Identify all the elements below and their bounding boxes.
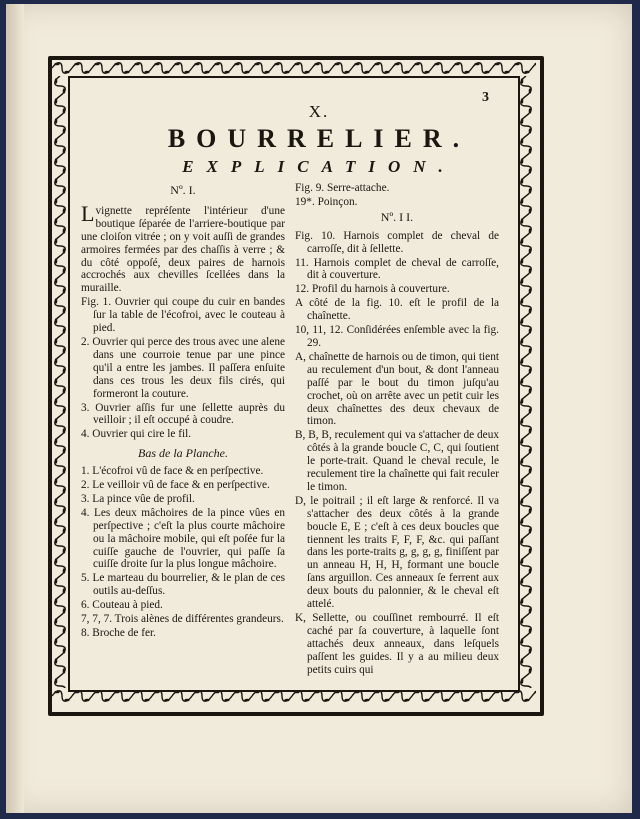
section-heading-bottom: Bas de la Planche.	[138, 446, 228, 461]
list-item: 5. Le marteau du bourrelier, & le plan de ces outils au-deſſus.	[81, 572, 285, 598]
section-heading-2: Nº. I I.	[380, 209, 414, 224]
list-item: A, chaînette de harnois ou de timon, qui tient au reculement d'un bout, & dont l'anneau paſſé par le bout du timon juſqu'au crochet, où on arrête avec un petit cuir les deux chaînettes des deux chevaux de timon.	[295, 350, 499, 428]
figure-list-2	[295, 230, 499, 677]
list-item: B, B, B, reculement qui va s'attacher de deux côtés à la grande boucle C, C, qui ſoutient le porte-trait. Quand le cheval recule, le reculement tire la chaînette qui fait reculer le timon.	[295, 429, 499, 493]
drop-cap: L	[81, 200, 95, 226]
vine-ornament-top	[52, 60, 536, 76]
list-item: 10, 11, 12. Conſidérées enſemble avec la fig. 29.	[295, 324, 499, 349]
intro-paragraph	[81, 200, 285, 295]
left-column	[81, 182, 285, 641]
list-item: 3. Ouvrier aſſis fur une ſellette auprès du veilloir ; il eſt occupé à coudre.	[81, 401, 285, 427]
list-item: Fig. 9. Serre-attache.	[295, 182, 390, 194]
list-item: 7, 7, 7. Trois alènes de différentes grandeurs.	[81, 613, 284, 626]
list-item: 2. Ouvrier qui perce des trous avec une alene dans une courroie tenue par une pince qu'il a entre les jambes. Il paſſera enſuite dans ces trous les deux fils cirés, qui formeront la couture.	[81, 335, 285, 400]
list-item: 4. Ouvrier qui cire le fil.	[81, 428, 192, 441]
top-figure-list	[295, 182, 499, 209]
list-item: 8. Broche de fer.	[81, 627, 156, 639]
bottom-figure-list	[81, 465, 285, 640]
right-column	[295, 182, 499, 678]
page-number: 3	[482, 90, 489, 105]
list-item: Fig. 10. Harnois complet de cheval de carroſſe, dit à ſellette.	[295, 229, 499, 255]
intro-text: vignette repréſente l'intérieur d'une boutique ſéparée de l'arriere-boutique par une cloiſon vitrée ; on y voit auſſi de grandes armoires fermées par des chaſſis à verre ; & du côté oppoſé, deux paires de harnois accrochés aux chevilles ſcellées dans la muraille.	[81, 204, 285, 295]
book-page	[6, 4, 632, 813]
page-title: BOURRELIER.	[167, 124, 471, 153]
list-item: A côté de la fig. 10. eſt le profil de la chaînette.	[295, 297, 499, 323]
list-item: K, Sellette, ou couſſinet rembourré. Il eſt caché par ſa couverture, à laquelle ſont attachés deux anneaux, dans leſquels paſſent les guides. Il y a au milieu deux petits cuirs qui	[295, 612, 499, 676]
list-item: 4. Les deux mâchoires de la pince vûes en perſpective ; c'eſt la plus courte mâchoire ou la mâchoire mobile, qui eſt poſée fur la cuiſſe gauche de l'ouvrier, qui paſſe ſa cuiſſe droite ſur la plus longue mâchoire.	[81, 506, 285, 571]
list-item: 19*. Poinçon.	[295, 195, 358, 208]
list-item: 11. Harnois complet de cheval de carroſſe, dit à couverture.	[295, 256, 499, 282]
list-item: 1. L'écofroi vû de face & en perſpective.	[81, 465, 264, 478]
list-item: 3. La pince vûe de profil.	[81, 492, 195, 505]
figure-list	[81, 296, 285, 441]
chapter-number: X.	[308, 102, 330, 121]
list-item: Fig. 1. Ouvrier qui coupe du cuir en bandes ſur la table de l'écofroi, avec le couteau à pied.	[81, 296, 285, 335]
list-item: 6. Couteau à pied.	[81, 599, 163, 612]
vine-ornament-bottom	[52, 688, 536, 704]
page-subtitle: EXPLICATION.	[182, 157, 456, 176]
list-item: 2. Le veilloir vû de face & en perſpective.	[81, 479, 270, 492]
section-heading-1: Nº. I.	[170, 183, 196, 197]
list-item: D, le poitrail ; il eſt large & renforcé. Il va s'attacher des deux côtés à la grande boucle E, E ; c'eſt à ces deux boucles que tiennent les traits F, F, F, &c. qui paſſant dans les porte-traits g, g, g, g, finiſſent par un anneau H, H, H, formant une boucle ſans arguillon. Ces anneaux ſe ferrent aux deux bouts du palonnier, & le cheval eſt attelé.	[295, 494, 499, 611]
list-item: 12. Profil du harnois à couverture.	[295, 283, 450, 296]
